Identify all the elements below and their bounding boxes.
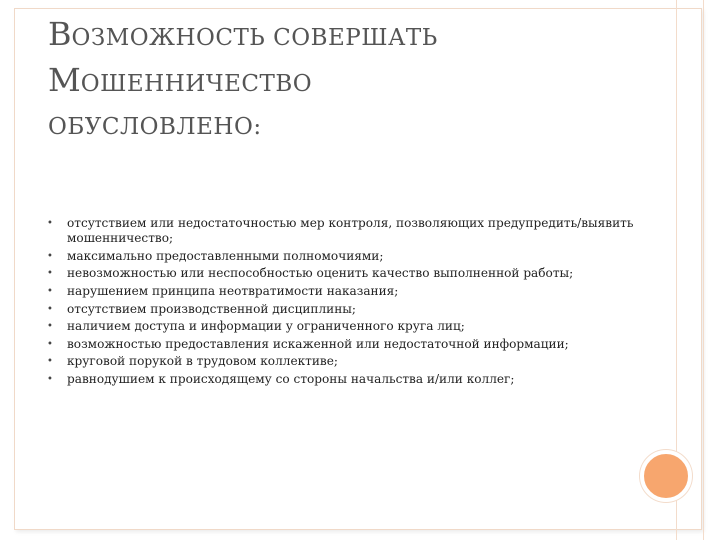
bullet-list [42, 216, 642, 390]
list-item [42, 319, 642, 334]
decorative-circle-icon [640, 450, 692, 502]
title-line-1 [48, 15, 648, 53]
list-item [42, 354, 642, 369]
title-line-2-rest: ОШЕННИЧЕСТВО [80, 71, 313, 97]
list-item [42, 216, 642, 246]
list-item-text: наличием доступа и информации у ограниченного круга лиц; [67, 319, 465, 334]
list-item-text: невозможностью или неспособностью оценить качество выполненной работы; [67, 266, 574, 281]
bullet-icon: • [47, 285, 53, 297]
title-line-3: ОБУСЛОВЛЕНО: [48, 114, 262, 140]
title-line-1-rest: ОЗМОЖНОСТЬ СОВЕРШАТЬ [71, 25, 438, 51]
list-item [42, 372, 642, 387]
bullet-icon: • [47, 338, 53, 350]
list-item-text: равнодушием к происходящему со стороны начальства и/или коллег; [67, 371, 515, 386]
bullet-icon: • [47, 268, 53, 280]
list-item [42, 302, 642, 317]
title-line-2-capital: М [48, 61, 81, 99]
list-item-text: отсутствием или недостаточностью мер контроля, позволяющих предупредить/выявить мошенничество; [67, 216, 634, 246]
list-item-text: возможностью предоставления искаженной или недостаточной информации; [67, 336, 569, 351]
bullet-icon: • [47, 218, 53, 229]
list-item-text: нарушением принципа неотвратимости наказания; [67, 283, 399, 298]
list-item [42, 284, 642, 299]
bullet-icon: • [47, 250, 53, 262]
list-item [42, 249, 642, 264]
list-item-text: круговой порукой в трудовом коллективе; [67, 354, 338, 369]
title-line-1-capital: В [48, 15, 72, 53]
bullet-icon: • [47, 373, 53, 385]
title-line-2 [48, 61, 648, 99]
list-item-text: максимально предоставленными полномочиями; [67, 248, 384, 263]
bullet-icon: • [47, 321, 53, 333]
list-item [42, 337, 642, 352]
list-item [42, 266, 642, 281]
list-item-text: отсутствием производственной дисциплины; [67, 301, 356, 316]
bullet-icon: • [47, 303, 53, 315]
slide-title [48, 15, 648, 140]
bullet-icon: • [47, 356, 53, 368]
